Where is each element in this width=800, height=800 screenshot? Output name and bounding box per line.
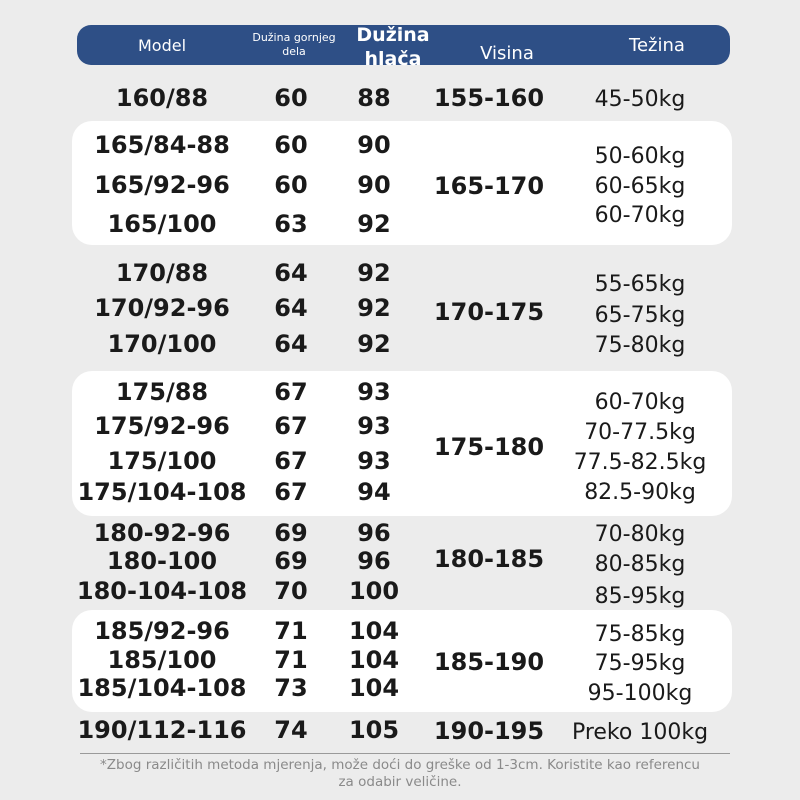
cell-pants-length: 104 <box>348 646 400 674</box>
cell-upper-length: 70 <box>274 577 308 605</box>
cell-pants-length: 100 <box>348 577 400 605</box>
cell-height: 190-195 <box>433 717 545 745</box>
cell-upper-length: 71 <box>274 617 308 645</box>
cell-model: 170/100 <box>107 330 217 358</box>
cell-upper-length: 69 <box>274 519 308 547</box>
cell-weight: 60-65kg <box>594 174 686 199</box>
cell-pants-length: 93 <box>357 378 391 406</box>
cell-model: 175/104-108 <box>77 478 247 506</box>
cell-model: 165/100 <box>107 210 217 238</box>
cell-height: 180-185 <box>433 545 545 573</box>
header-model: Model <box>137 35 187 55</box>
cell-pants-length: 96 <box>357 547 391 575</box>
cell-model: 175/100 <box>107 447 217 475</box>
cell-pants-length: 93 <box>357 412 391 440</box>
cell-upper-length: 60 <box>274 171 308 199</box>
cell-weight: 82.5-90kg <box>584 480 696 505</box>
cell-upper-length: 69 <box>274 547 308 575</box>
cell-pants-length: 94 <box>357 478 391 506</box>
cell-upper-length: 64 <box>274 330 308 358</box>
cell-weight: Preko 100kg <box>571 720 709 745</box>
cell-weight: 50-60kg <box>594 144 686 169</box>
cell-weight: 75-95kg <box>594 651 686 676</box>
cell-height: 155-160 <box>433 84 545 112</box>
cell-model: 180-92-96 <box>93 519 231 547</box>
cell-pants-length: 104 <box>348 674 400 702</box>
cell-upper-length: 63 <box>274 210 308 238</box>
cell-weight: 75-80kg <box>594 333 686 358</box>
cell-model: 170/92-96 <box>94 294 230 322</box>
cell-model: 165/92-96 <box>94 171 230 199</box>
table-header <box>77 24 730 70</box>
cell-pants-length: 92 <box>357 294 391 322</box>
cell-upper-length: 60 <box>274 131 308 159</box>
cell-upper-length: 64 <box>274 259 308 287</box>
cell-pants-length: 90 <box>357 131 391 159</box>
cell-upper-length: 60 <box>274 84 308 112</box>
cell-model: 185/92-96 <box>94 617 230 645</box>
cell-weight: 55-65kg <box>594 272 686 297</box>
cell-height: 175-180 <box>433 433 545 461</box>
cell-weight: 85-95kg <box>594 584 686 609</box>
cell-model: 175/92-96 <box>94 412 230 440</box>
cell-weight: 45-50kg <box>594 87 686 112</box>
cell-upper-length: 67 <box>274 378 308 406</box>
cell-model: 180-100 <box>106 547 218 575</box>
cell-weight: 60-70kg <box>594 203 686 228</box>
header-upper-length: Dužina gornjeg dela <box>252 31 336 58</box>
cell-model: 170/88 <box>115 259 209 287</box>
cell-pants-length: 88 <box>357 84 391 112</box>
cell-model: 185/100 <box>107 646 217 674</box>
cell-pants-length: 92 <box>357 259 391 287</box>
cell-weight: 70-80kg <box>594 522 686 547</box>
cell-weight: 77.5-82.5kg <box>573 450 707 475</box>
cell-pants-length: 92 <box>357 210 391 238</box>
cell-pants-length: 90 <box>357 171 391 199</box>
header-weight: Težina <box>629 34 685 56</box>
cell-model: 185/104-108 <box>77 674 247 702</box>
cell-model: 160/88 <box>115 84 209 112</box>
cell-pants-length: 96 <box>357 519 391 547</box>
cell-height: 170-175 <box>433 298 545 326</box>
cell-upper-length: 64 <box>274 294 308 322</box>
cell-upper-length: 74 <box>274 716 308 744</box>
cell-upper-length: 71 <box>274 646 308 674</box>
header-height: Visina <box>480 42 534 64</box>
cell-model: 190/112-116 <box>77 716 247 744</box>
cell-weight: 95-100kg <box>587 681 693 706</box>
cell-height: 165-170 <box>433 172 545 200</box>
footer-divider <box>80 753 730 754</box>
cell-weight: 60-70kg <box>594 390 686 415</box>
cell-pants-length: 92 <box>357 330 391 358</box>
header-pants-length: Dužina hlača <box>356 24 430 70</box>
cell-model: 180-104-108 <box>76 577 248 605</box>
cell-model: 165/84-88 <box>94 131 230 159</box>
cell-pants-length: 93 <box>357 447 391 475</box>
cell-weight: 65-75kg <box>594 303 686 328</box>
cell-height: 185-190 <box>433 648 545 676</box>
cell-upper-length: 67 <box>274 478 308 506</box>
cell-weight: 80-85kg <box>594 552 686 577</box>
cell-upper-length: 73 <box>274 674 308 702</box>
footnote: *Zbog različitih metoda mjerenja, može doći do greške od 1-3cm. Koristite kao referencu za odabir veličine. <box>100 757 700 790</box>
cell-pants-length: 105 <box>348 716 400 744</box>
cell-weight: 75-85kg <box>594 622 686 647</box>
cell-model: 175/88 <box>115 378 209 406</box>
cell-upper-length: 67 <box>274 412 308 440</box>
cell-weight: 70-77.5kg <box>584 420 696 445</box>
cell-upper-length: 67 <box>274 447 308 475</box>
cell-pants-length: 104 <box>348 617 400 645</box>
